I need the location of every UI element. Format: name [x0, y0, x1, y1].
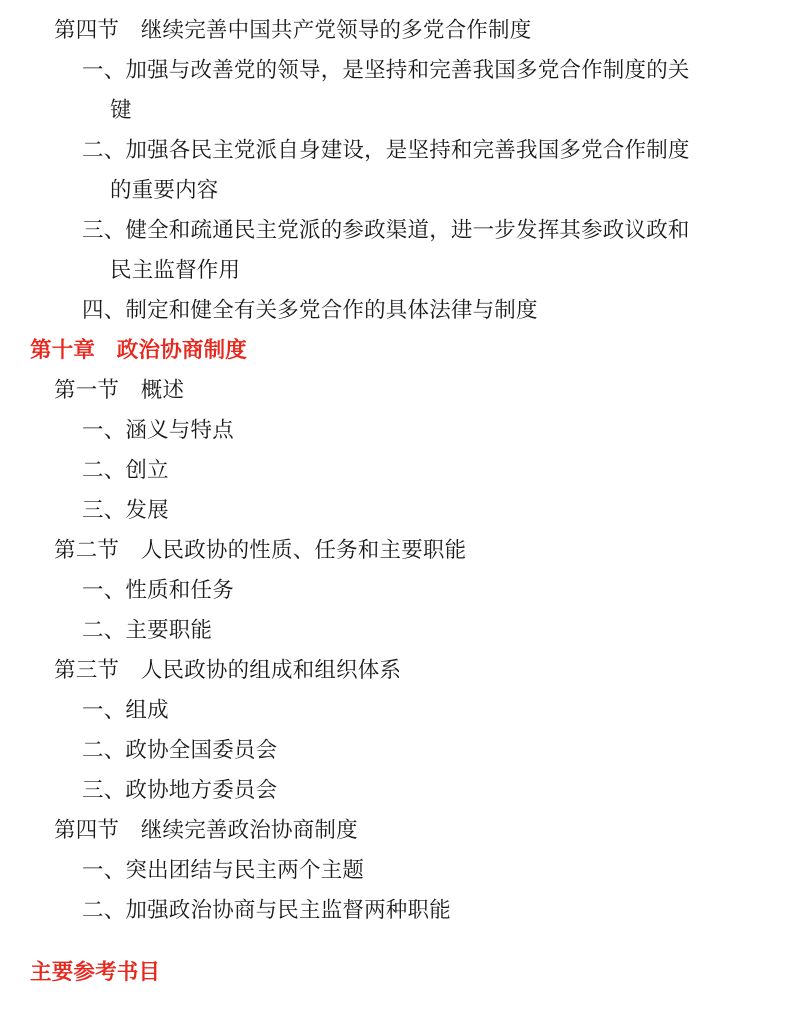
toc-entry-text: 二、政协全国委员会 [82, 738, 278, 762]
toc-entry-item [24, 570, 766, 610]
toc-entry-item [24, 610, 766, 650]
toc-entry-text: 二、加强各民主党派自身建设，是坚持和完善我国多党合作制度 [82, 138, 690, 162]
toc-entry-item [24, 850, 766, 890]
toc-entry-item [24, 410, 766, 450]
toc-entry-text-continued: 键 [110, 98, 132, 122]
toc-entry-item [24, 730, 766, 770]
toc-entry-text: 二、主要职能 [82, 618, 213, 642]
toc-entry-section [24, 530, 766, 570]
toc-entry-text: 第四节 继续完善政治协商制度 [54, 818, 358, 842]
toc-entry-text: 三、发展 [82, 498, 169, 522]
toc-entry-text: 一、加强与改善党的领导，是坚持和完善我国多党合作制度的关 [82, 58, 690, 82]
toc-entry-text: 一、组成 [82, 698, 169, 722]
toc-entry-text: 第三节 人民政协的组成和组织体系 [54, 658, 402, 682]
toc-entry-text: 第二节 人民政协的性质、任务和主要职能 [54, 538, 467, 562]
toc-entry-item [24, 50, 766, 130]
toc-entry-item [24, 210, 766, 290]
toc-entry-text: 一、性质和任务 [82, 578, 234, 602]
toc-entry-text: 第十章 政治协商制度 [30, 338, 248, 362]
toc-entry-item [24, 690, 766, 730]
toc-entry-text-continued: 的重要内容 [110, 178, 219, 202]
toc-entry-item [24, 290, 766, 330]
toc-entry-section [24, 10, 766, 50]
toc-entry-text: 二、加强政治协商与民主监督两种职能 [82, 898, 451, 922]
toc-entry-text: 三、政协地方委员会 [82, 778, 278, 802]
toc-entry-text: 四、制定和健全有关多党合作的具体法律与制度 [82, 298, 538, 322]
toc-entry-text: 第一节 概述 [54, 378, 185, 402]
toc-entry-text: 一、突出团结与民主两个主题 [82, 858, 365, 882]
toc-entry-text: 一、涵义与特点 [82, 418, 234, 442]
toc-entry-text: 第四节 继续完善中国共产党领导的多党合作制度 [54, 18, 532, 42]
toc-entry-item [24, 130, 766, 210]
toc-entry-item [24, 770, 766, 810]
toc-entry-section [24, 810, 766, 850]
toc-entry-chapter [24, 330, 766, 370]
toc-entry-item [24, 890, 766, 930]
toc-entry-text: 主要参考书目 [30, 960, 161, 984]
toc-entry-text: 三、健全和疏通民主党派的参政渠道，进一步发挥其参政议政和 [82, 218, 690, 242]
toc-entry-reference [24, 952, 766, 992]
toc-entry-section [24, 370, 766, 410]
toc-entry-text-continued: 民主监督作用 [110, 258, 241, 282]
toc-entry-text: 二、创立 [82, 458, 169, 482]
toc-entry-item [24, 450, 766, 490]
toc-entry-section [24, 650, 766, 690]
toc-entry-item [24, 490, 766, 530]
